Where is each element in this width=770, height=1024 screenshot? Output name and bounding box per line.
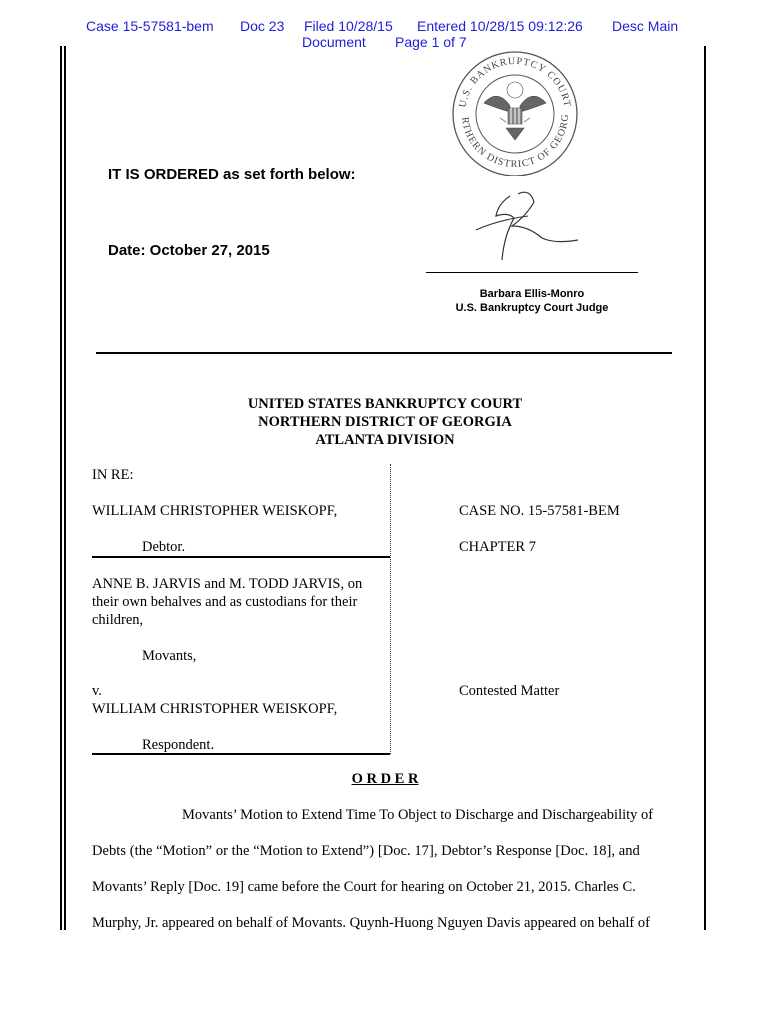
movants-label: Movants, <box>142 648 197 664</box>
right-margin-bar <box>704 46 706 930</box>
contested-matter-label: Contested Matter <box>459 683 560 699</box>
header-doc-number: Doc 23 <box>240 18 285 34</box>
header-entered-date: Entered 10/28/15 09:12:26 <box>417 18 583 34</box>
order-title: O R D E R <box>351 771 419 787</box>
respondent-label: Respondent. <box>142 737 215 753</box>
header-document: Document <box>302 34 366 50</box>
eagle-icon <box>484 82 546 140</box>
it-is-ordered-heading: IT IS ORDERED as set forth below: <box>108 166 356 183</box>
judge-name: Barbara Ellis-Monro <box>479 288 585 300</box>
left-margin-bar-inner <box>64 46 66 930</box>
debtor-name: WILLIAM CHRISTOPHER WEISKOPF, <box>92 503 338 519</box>
judge-signature <box>468 186 588 266</box>
in-re-label: IN RE: <box>92 467 134 483</box>
svg-text:NORTHERN DISTRICT OF GEORGIA: RTHERN DISTRICT OF GEORG <box>459 113 572 171</box>
caption-vertical-divider <box>390 464 391 754</box>
case-number: CASE NO. 15-57581-BEM <box>459 503 620 519</box>
debtor-label: Debtor. <box>142 539 186 555</box>
svg-text:U.S. BANKRUPTCY COURT: U.S. BANKRUPTCY COURT <box>457 55 573 109</box>
header-filed-date: Filed 10/28/15 <box>304 18 393 34</box>
left-margin-bar-outer <box>60 46 62 930</box>
caption-rule-debtor <box>92 556 390 558</box>
body-line-4: Murphy, Jr. appeared on behalf of Movants. Quynh-Huong Nguyen Davis appeared on behalf of <box>92 915 650 931</box>
movants-line-2: their own behalves and as custodians for their <box>92 594 358 610</box>
body-line-3: Movants’ Reply [Doc. 19] came before the Court for hearing on October 21, 2015. Charles C. <box>92 879 636 895</box>
caption-rule-respondent <box>92 753 390 755</box>
respondent-name: WILLIAM CHRISTOPHER WEISKOPF, <box>92 701 338 717</box>
judge-title: U.S. Bankruptcy Court Judge <box>455 302 609 314</box>
movants-line-1: ANNE B. JARVIS and M. TODD JARVIS, on <box>92 576 363 592</box>
header-divider <box>96 352 672 354</box>
header-page-number: Page 1 of 7 <box>395 34 467 50</box>
court-district: NORTHERN DISTRICT OF GEORGIA <box>258 414 512 430</box>
header-desc: Desc Main <box>612 18 679 34</box>
chapter-label: CHAPTER 7 <box>459 539 536 555</box>
court-seal <box>448 48 582 176</box>
body-line-1: Movants’ Motion to Extend Time To Object to Discharge and Dischargeability of <box>182 807 654 823</box>
movants-line-3: children, <box>92 612 144 628</box>
order-date: Date: October 27, 2015 <box>108 242 270 259</box>
court-name: UNITED STATES BANKRUPTCY COURT <box>247 396 523 412</box>
header-case-number: Case 15-57581-bem <box>86 18 214 34</box>
versus-label: v. <box>92 683 102 699</box>
court-division: ATLANTA DIVISION <box>315 432 455 448</box>
signature-line <box>426 272 638 273</box>
body-line-2: Debts (the “Motion” or the “Motion to Extend”) [Doc. 17], Debtor’s Response [Doc. 18], and <box>92 843 640 859</box>
